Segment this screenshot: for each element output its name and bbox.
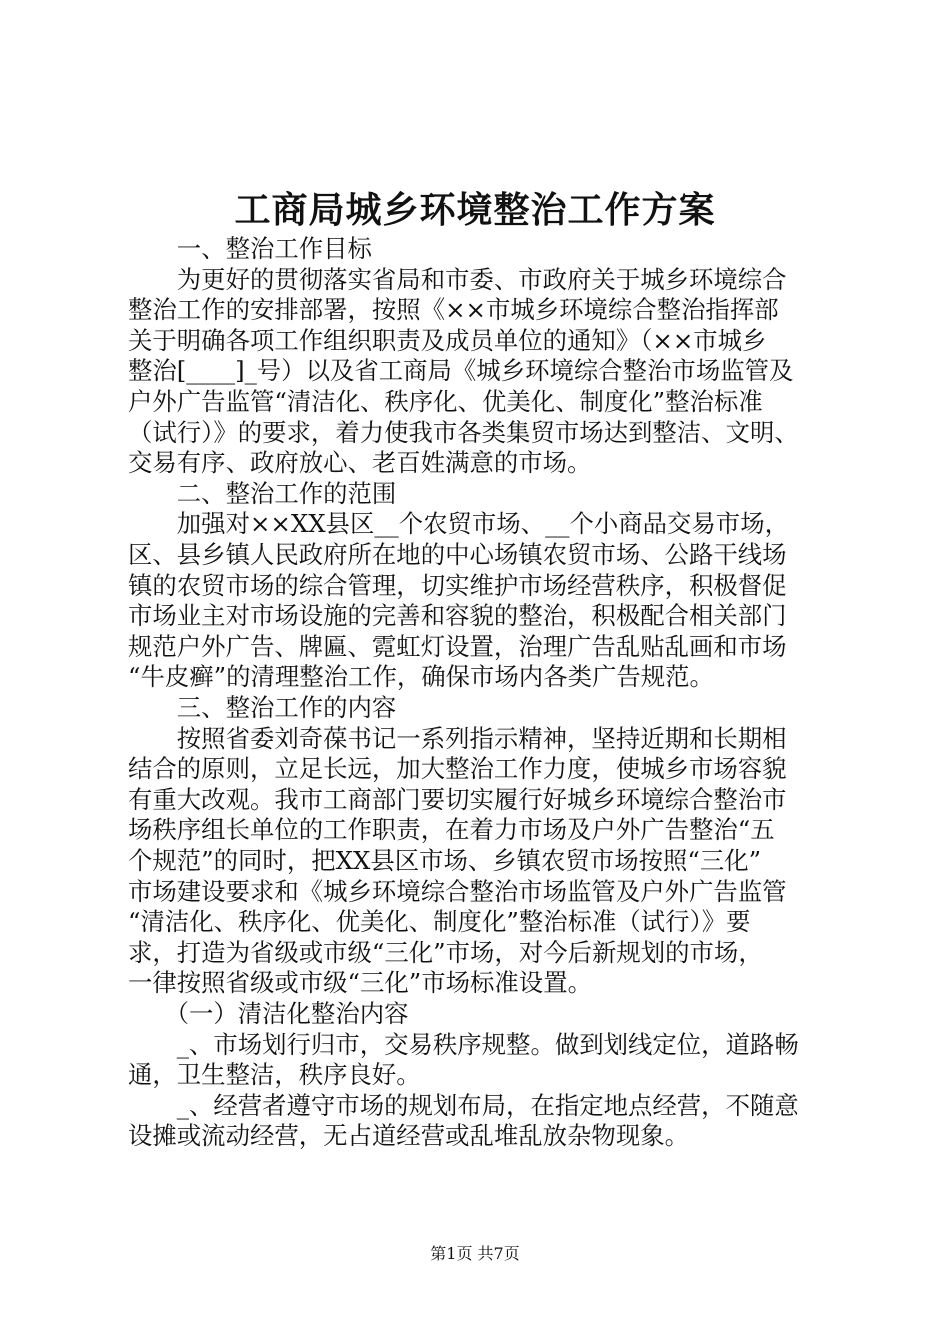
paragraph-line: 整治[____]_号）以及省工商局《城乡环境综合整治市场监管及 bbox=[128, 356, 794, 385]
page-footer: 第1页 共7页 bbox=[430, 1244, 520, 1263]
paragraph-line: 场秩序组长单位的工作职责，在着力市场及户外广告整治“五 bbox=[128, 815, 775, 844]
paragraph-line: 户外广告监管“清洁化、秩序化、优美化、制度化”整治标准 bbox=[128, 387, 763, 416]
paragraph-line: 市场业主对市场设施的完善和容貌的整治，积极配合相关部门 bbox=[128, 601, 787, 630]
paragraph-line: 设摊或流动经营，无占道经营或乱堆乱放杂物现象。 bbox=[128, 1121, 689, 1150]
paragraph-line: 整治工作的安排部署，按照《××市城乡环境综合整治指挥部 bbox=[128, 295, 779, 324]
section-heading: 二、整治工作的范围 bbox=[128, 479, 397, 508]
paragraph-line: （试行）》的要求，着力使我市各类集贸市场达到整洁、文明、 bbox=[128, 418, 799, 447]
paragraph-line: 有重大改观。我市工商部门要切实履行好城乡环境综合整治市 bbox=[128, 785, 787, 814]
paragraph-line: 镇的农贸市场的综合管理，切实维护市场经营秩序，积极督促 bbox=[128, 571, 787, 600]
paragraph-line: 一律按照省级或市级“三化”市场标准设置。 bbox=[128, 968, 592, 997]
paragraph-line: 求，打造为省级或市级“三化”市场，对今后新规划的市场， bbox=[128, 938, 763, 967]
paragraph-line: 市场建设要求和《城乡环境综合整治市场监管及户外广告监管 bbox=[128, 877, 787, 906]
paragraph-line: 按照省委刘奇葆书记一系列指示精神，坚持近期和长期相 bbox=[128, 724, 787, 753]
paragraph-line: 加强对××XX县区__个农贸市场、__个小商品交易市场， bbox=[128, 509, 789, 538]
paragraph-line: 区、县乡镇人民政府所在地的中心场镇农贸市场、公路干线场 bbox=[128, 540, 787, 569]
paragraph-line: 为更好的贯彻落实省局和市委、市政府关于城乡环境综合 bbox=[128, 265, 787, 294]
paragraph-line: 结合的原则，立足长远，加大整治工作力度，使城乡市场容貌 bbox=[128, 754, 787, 783]
paragraph-line: 规范户外广告、牌匾、霓虹灯设置，治理广告乱贴乱画和市场 bbox=[128, 632, 787, 661]
paragraph-line: 个规范”的同时，把XX县区市场、乡镇农贸市场按照“三化” bbox=[128, 846, 762, 875]
paragraph-line: 交易有序、政府放心、老百姓满意的市场。 bbox=[128, 448, 592, 477]
subsection-heading: （一）清洁化整治内容 bbox=[128, 999, 409, 1028]
paragraph-line: _、市场划行归市，交易秩序规整。做到划线定位，道路畅 bbox=[128, 1030, 799, 1059]
section-heading: 三、整治工作的内容 bbox=[128, 693, 397, 722]
paragraph-line: 关于明确各项工作组织职责及成员单位的通知》（××市城乡 bbox=[128, 326, 767, 355]
section-heading: 一、整治工作目标 bbox=[128, 234, 372, 263]
paragraph-line: 通，卫生整洁，秩序良好。 bbox=[128, 1060, 421, 1089]
paragraph-line: “清洁化、秩序化、优美化、制度化”整治标准（试行）》要 bbox=[128, 907, 751, 936]
paragraph-line: _、经营者遵守市场的规划布局，在指定地点经营，不随意 bbox=[128, 1091, 799, 1120]
document-title: 工商局城乡环境整治工作方案 bbox=[234, 189, 716, 231]
paragraph-line: “牛皮癣”的清理整治工作，确保市场内各类广告规范。 bbox=[128, 662, 714, 691]
